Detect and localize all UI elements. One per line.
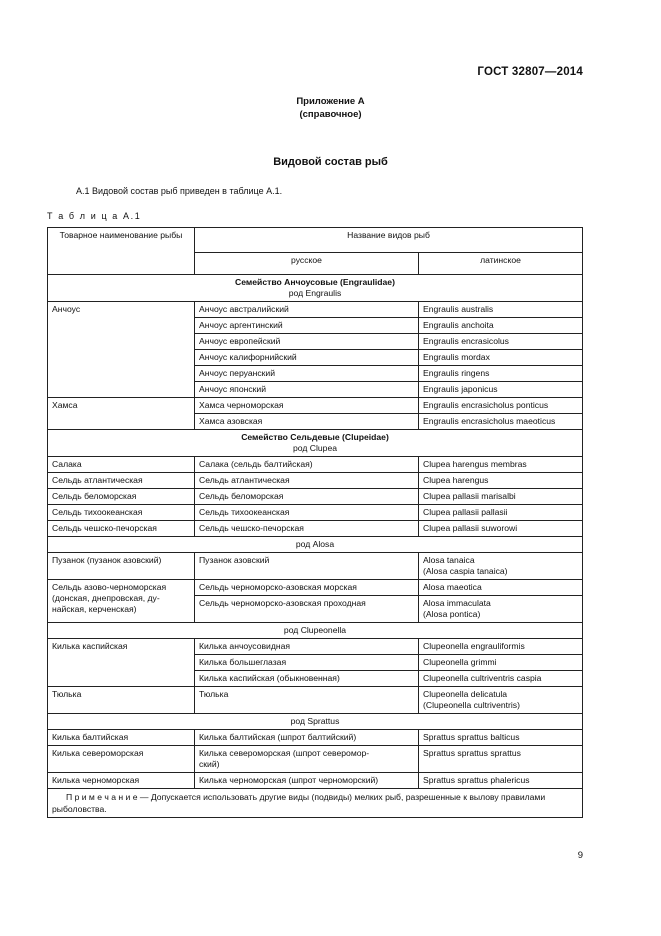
- note-cell: [48, 789, 583, 818]
- family-name: Семейство Сельдевые (Clupeidae): [241, 432, 389, 442]
- latin-name-cell: Alosa immaculata (Alosa pontica): [419, 596, 583, 623]
- table-row: [48, 687, 583, 714]
- russian-name-cell: Килька балтийская (шпрот балтийский): [195, 730, 419, 746]
- latin-name-cell: Clupea pallasii pallasii: [419, 505, 583, 521]
- latin-name-cell: Alosa maeotica: [419, 580, 583, 596]
- table-row: [48, 580, 583, 596]
- russian-name-cell: Сельдь черноморско-азовская проходная: [195, 596, 419, 623]
- trade-name-cell: Сельдь беломорская: [48, 489, 195, 505]
- latin-name-cell: Sprattus sprattus balticus: [419, 730, 583, 746]
- genus-name: род Clupea: [293, 443, 338, 453]
- trade-name-cell: Хамса: [48, 398, 195, 430]
- latin-name-cell: Clupea pallasii marisalbi: [419, 489, 583, 505]
- trade-name-cell: Сельдь тихоокеанская: [48, 505, 195, 521]
- family-cell: [48, 275, 583, 302]
- latin-name-cell: Engraulis encrasicolus: [419, 334, 583, 350]
- table-row: [48, 521, 583, 537]
- family-cell: [48, 430, 583, 457]
- table-row: [48, 730, 583, 746]
- russian-name-cell: Сельдь черноморско-азовская морская: [195, 580, 419, 596]
- russian-name-cell: Килька каспийская (обыкновенная): [195, 671, 419, 687]
- family-row: [48, 430, 583, 457]
- latin-name-cell: Clupeonella cultriventris caspia: [419, 671, 583, 687]
- russian-name-cell: Салака (сельдь балтийская): [195, 457, 419, 473]
- genus-name: род Alosa: [48, 537, 583, 553]
- latin-name-cell: Engraulis japonicus: [419, 382, 583, 398]
- russian-name-cell: Анчоус перуанский: [195, 366, 419, 382]
- russian-name-cell: Сельдь атлантическая: [195, 473, 419, 489]
- table-row: [48, 302, 583, 318]
- latin-name-cell: Clupeonella engrauliformis: [419, 639, 583, 655]
- header-species-name: Название видов рыб: [195, 228, 583, 253]
- table-row: [48, 773, 583, 789]
- header-russian: русское: [195, 253, 419, 275]
- genus-row: [48, 537, 583, 553]
- genus-row: [48, 714, 583, 730]
- latin-name-cell: Clupea pallasii suworowi: [419, 521, 583, 537]
- russian-name-cell: Килька североморская (шпрот северомор- ский): [195, 746, 419, 773]
- note-text: — Допускается использовать другие виды (подвиды) мелких рыб, разрешенные к вылову правилами рыболовства.: [52, 792, 546, 814]
- genus-name: род Sprattus: [48, 714, 583, 730]
- table-row: [48, 553, 583, 580]
- trade-name-cell: Сельдь азово-черноморская (донская, днепровская, ду- найская, керченская): [48, 580, 195, 623]
- family-row: [48, 275, 583, 302]
- genus-name: род Clupeonella: [48, 623, 583, 639]
- russian-name-cell: Тюлька: [195, 687, 419, 714]
- latin-name-cell: Alosa tanaica (Alosa caspia tanaica): [419, 553, 583, 580]
- latin-name-cell: Sprattus sprattus sprattus: [419, 746, 583, 773]
- table-row: [48, 398, 583, 414]
- appendix-subtitle: (справочное): [299, 109, 362, 120]
- trade-name-cell: Пузанок (пузанок азовский): [48, 553, 195, 580]
- trade-name-cell: Тюлька: [48, 687, 195, 714]
- trade-name-cell: Сельдь чешско-печорская: [48, 521, 195, 537]
- latin-name-cell: Engraulis anchoita: [419, 318, 583, 334]
- latin-name-cell: Clupeonella grimmi: [419, 655, 583, 671]
- russian-name-cell: Анчоус калифорнийский: [195, 350, 419, 366]
- russian-name-cell: Хамса черноморская: [195, 398, 419, 414]
- russian-name-cell: Анчоус австралийский: [195, 302, 419, 318]
- table-caption: Т а б л и ц а А.1: [47, 211, 142, 221]
- table-row: [48, 473, 583, 489]
- latin-name-cell: Engraulis encrasicholus ponticus: [419, 398, 583, 414]
- latin-name-cell: Clupeonella delicatula (Clupeonella cultriventris): [419, 687, 583, 714]
- latin-name-cell: Engraulis encrasicholus maeoticus: [419, 414, 583, 430]
- section-title: Видовой состав рыб: [273, 156, 388, 168]
- latin-name-cell: Clupea harengus membras: [419, 457, 583, 473]
- russian-name-cell: Пузанок азовский: [195, 553, 419, 580]
- russian-name-cell: Анчоус японский: [195, 382, 419, 398]
- table-row: [48, 505, 583, 521]
- russian-name-cell: Сельдь тихоокеанская: [195, 505, 419, 521]
- latin-name-cell: Engraulis australis: [419, 302, 583, 318]
- trade-name-cell: Анчоус: [48, 302, 195, 398]
- trade-name-cell: Килька балтийская: [48, 730, 195, 746]
- species-table: [47, 227, 583, 818]
- genus-name: род Engraulis: [288, 288, 342, 298]
- russian-name-cell: Сельдь чешско-печорская: [195, 521, 419, 537]
- document-standard-number: ГОСТ 32807—2014: [477, 66, 583, 78]
- header-trade-name: Товарное наименование рыбы: [48, 228, 195, 275]
- trade-name-cell: Сельдь атлантическая: [48, 473, 195, 489]
- trade-name-cell: Килька каспийская: [48, 639, 195, 687]
- table-row: [48, 746, 583, 773]
- russian-name-cell: Хамса азовская: [195, 414, 419, 430]
- intro-paragraph: А.1 Видовой состав рыб приведен в таблице А.1.: [76, 186, 283, 196]
- russian-name-cell: Анчоус европейский: [195, 334, 419, 350]
- russian-name-cell: Килька анчоусовидная: [195, 639, 419, 655]
- genus-row: [48, 623, 583, 639]
- russian-name-cell: Анчоус аргентинский: [195, 318, 419, 334]
- russian-name-cell: Килька черноморская (шпрот черноморский): [195, 773, 419, 789]
- latin-name-cell: Sprattus sprattus phalericus: [419, 773, 583, 789]
- appendix-title: Приложение А: [296, 96, 365, 107]
- latin-name-cell: Engraulis mordax: [419, 350, 583, 366]
- trade-name-cell: Килька черноморская: [48, 773, 195, 789]
- note-label: П р и м е ч а н и е: [66, 792, 138, 802]
- trade-name-cell: Салака: [48, 457, 195, 473]
- header-latin: латинское: [419, 253, 583, 275]
- latin-name-cell: Clupea harengus: [419, 473, 583, 489]
- table-row: [48, 489, 583, 505]
- appendix-heading: [0, 95, 661, 121]
- family-name: Семейство Анчоусовые (Engraulidae): [235, 277, 395, 287]
- table-header-row: [48, 228, 583, 253]
- page-number: 9: [577, 850, 583, 861]
- latin-name-cell: Engraulis ringens: [419, 366, 583, 382]
- table-row: [48, 457, 583, 473]
- note-row: [48, 789, 583, 818]
- trade-name-cell: Килька североморская: [48, 746, 195, 773]
- russian-name-cell: Килька большеглазая: [195, 655, 419, 671]
- table-row: [48, 639, 583, 655]
- russian-name-cell: Сельдь беломорская: [195, 489, 419, 505]
